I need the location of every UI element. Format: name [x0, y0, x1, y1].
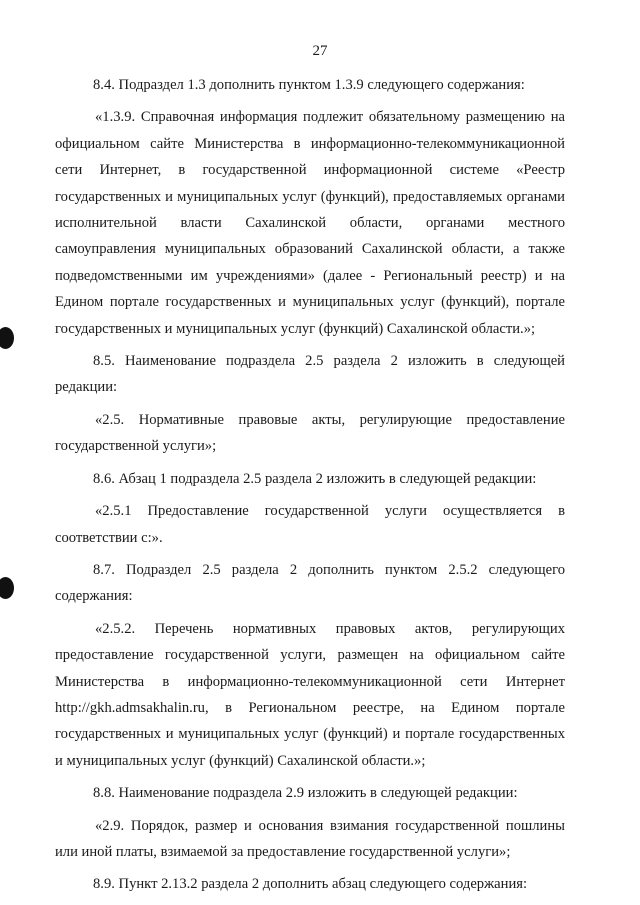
document-body: [55, 72, 565, 898]
paragraph: «2.5.1 Предоставление государственной услуги осуществляется в соответствии с:».: [55, 503, 565, 546]
paragraph: «1.3.9. Справочная информация подлежит обязательному размещению на официальном сайте Министерства в информационно-телекоммуникационной сети Интернет, в государственной информационной системе «Реестр государственных и муниципальных услуг (функций), предоставляемых органами исполнительной власти Сахалинской области, органами местного самоуправления муниципальных образований Сахалинской области, а также подведомственными им учреждениями» (далее - Региональный реестр) и на Едином портале государственных и муниципальных услуг (функций), портале государственных и муниципальных услуг (функций) Сахалинской области.»;: [55, 109, 565, 337]
punch-hole-mark: [0, 577, 14, 599]
paragraph: 8.4. Подраздел 1.3 дополнить пунктом 1.3.9 следующего содержания:: [93, 77, 525, 93]
paragraph: 8.6. Абзац 1 подраздела 2.5 раздела 2 изложить в следующей редакции:: [93, 470, 537, 487]
paragraph: «2.9. Порядок, размер и основания взимания государственной пошлины или иной платы, взимаемой за предоставление государственной услуги»;: [55, 817, 565, 860]
paragraph: 8.7. Подраздел 2.5 раздела 2 дополнить пунктом 2.5.2 следующего содержания:: [55, 561, 565, 605]
punch-hole-mark: [0, 327, 14, 349]
paragraph: 8.5. Наименование подраздела 2.5 раздела 2 изложить в следующей редакции:: [55, 353, 565, 396]
page-number: 27: [312, 43, 328, 59]
paragraph: «2.5. Нормативные правовые акты, регулирующие предоставление государственной услуги»;: [55, 411, 565, 455]
paragraph: 8.8. Наименование подраздела 2.9 изложить в следующей редакции:: [93, 785, 518, 802]
paragraph: «2.5.2. Перечень нормативных правовых актов, регулирующих предоставление государственной услуги, размещен на официальном сайте Министерства в информационно-телекоммуникационной сети Интернет http://gkh.admsakhalin.ru, в Региональном реестре, на Едином портале государственных и муниципальных услуг (функций) и портале государственных и муниципальных услуг (функций) Сахалинской области.»;: [55, 620, 565, 769]
paragraph: 8.9. Пункт 2.13.2 раздела 2 дополнить абзац следующего содержания:: [93, 876, 528, 893]
